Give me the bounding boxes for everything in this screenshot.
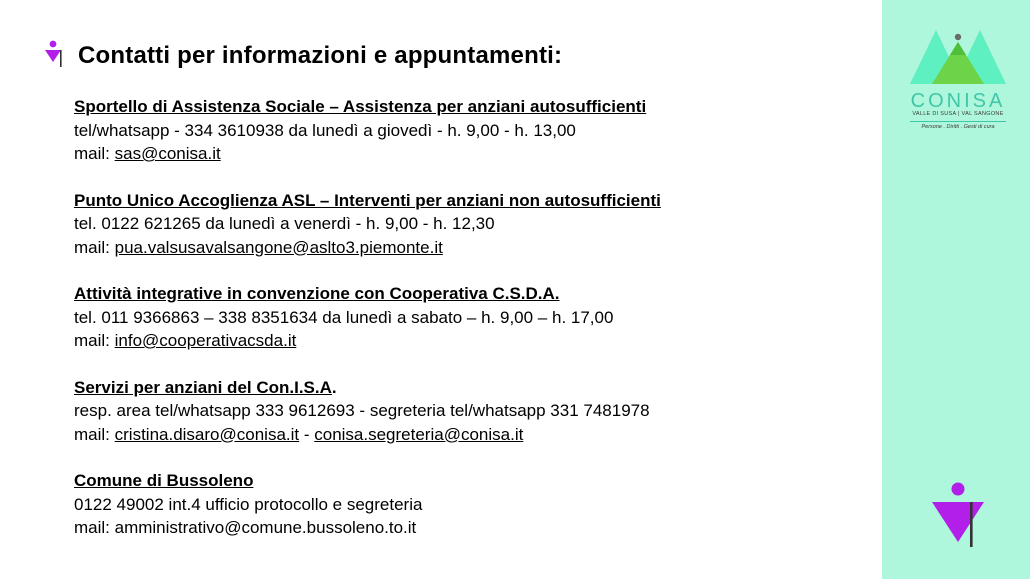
section-heading: Servizi per anziani del Con.I.S.A (74, 377, 332, 397)
section-heading-row (74, 376, 874, 400)
email-link[interactable]: pua.valsusavalsangone@aslto3.piemonte.it (114, 237, 443, 257)
contact-section-conisa (74, 376, 874, 447)
mail-label: mail: (74, 424, 115, 444)
mail-label: mail: (74, 144, 115, 163)
person-figure-icon (930, 482, 986, 548)
mail-separator: - (299, 424, 315, 444)
logo-name: CONISA (910, 90, 1006, 112)
section-heading: Sportello di Assistenza Sociale – Assistenza per anziani autosufficienti (74, 97, 647, 116)
mail-line (74, 329, 874, 353)
phone-line: tel. 011 9366863 – 338 8351634 da lunedì a sabato – h. 9,00 – h. 17,00 (74, 307, 614, 327)
conisa-logo-icon (906, 28, 1010, 150)
mail-line (74, 236, 874, 260)
contact-section-bussoleno (74, 469, 874, 540)
mail-label: mail: (74, 237, 115, 257)
page-title: Contatti per informazioni e appuntamenti: (78, 42, 563, 69)
phone-line: resp. area tel/whatsapp 333 9612693 - segreteria tel/whatsapp 331 7481978 (74, 401, 650, 420)
mail-line: mail: amministrativo@comune.bussoleno.to.it (74, 518, 417, 537)
logo-divider (910, 121, 1006, 122)
mail-line (74, 142, 874, 166)
logo-tagline: Persone . Diritti . Gesti di cura (921, 124, 995, 130)
heading-suffix: . (331, 377, 337, 397)
section-heading: Punto Unico Accoglienza ASL – Interventi per anziani non autosufficienti (74, 190, 661, 210)
phone-line: tel/whatsapp - 334 3610938 da lunedì a giovedì - h. 9,00 - h. 13,00 (74, 120, 576, 140)
logo-subtitle: VALLE DI SUSA | VAL SANGONE (912, 111, 1004, 117)
section-heading: Comune di Bussoleno (74, 471, 254, 490)
contact-section-sas (74, 95, 874, 166)
phone-line: 0122 49002 int.4 ufficio protocollo e segreteria (74, 494, 423, 514)
email-link[interactable]: info@cooperativacsda.it (114, 331, 297, 350)
contacts-list (74, 95, 874, 540)
email-link[interactable]: sas@conisa.it (114, 144, 221, 163)
email-link[interactable]: cristina.disaro@conisa.it (114, 424, 300, 444)
contact-section-csda (74, 282, 874, 353)
contact-section-pua (74, 189, 874, 260)
phone-line: tel. 0122 621265 da lunedì a venerdì - h. 9,00 - h. 12,30 (74, 214, 495, 233)
mail-label: mail: (74, 331, 115, 350)
section-heading: Attività integrative in convenzione con Cooperativa C.S.D.A. (74, 284, 560, 303)
mail-line (74, 423, 874, 447)
person-marker-icon (44, 40, 66, 68)
email-link[interactable]: conisa.segreteria@conisa.it (314, 424, 524, 444)
